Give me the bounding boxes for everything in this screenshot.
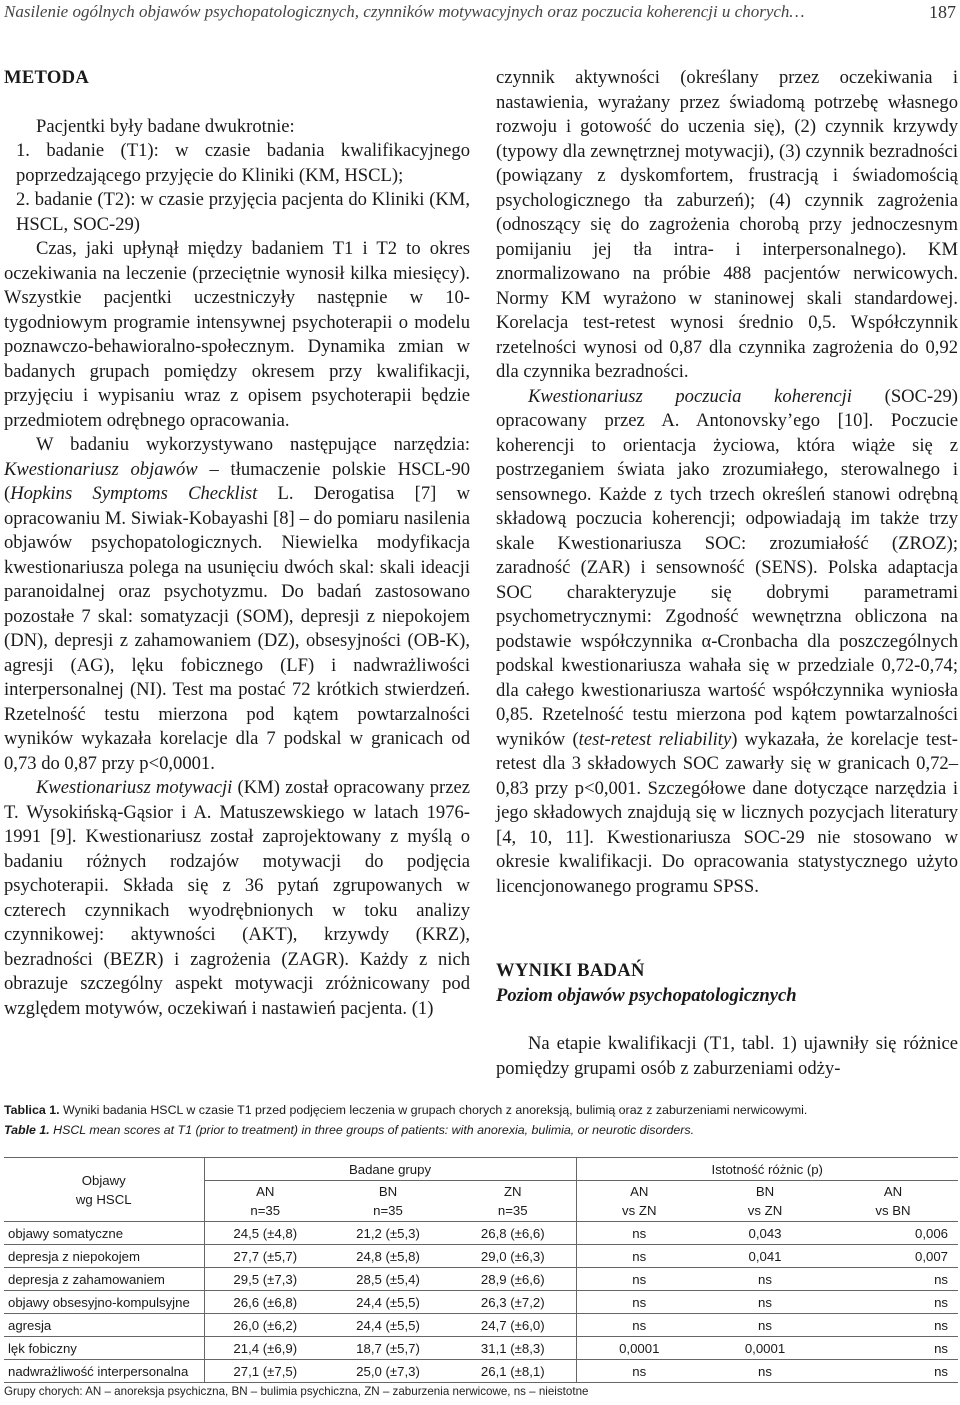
right-column [496, 66, 958, 1081]
column-group-header: Badane grupy [204, 1158, 576, 1181]
header-line: AN [883, 1184, 903, 1199]
header-line: ZN [503, 1184, 522, 1199]
table-cell: ns [828, 1291, 958, 1314]
row-label: objawy somatyczne [4, 1222, 204, 1245]
table-cell: 24,4 (±5,5) [326, 1291, 450, 1314]
table-cell: ns [576, 1245, 702, 1268]
row-label: nadwrażliwość interpersonalna [4, 1360, 204, 1383]
table-cell: ns [702, 1360, 828, 1383]
column-header [326, 1181, 450, 1222]
header-line: n=35 [373, 1203, 403, 1218]
row-label: depresja z zahamowaniem [4, 1268, 204, 1291]
list-item: 1. badanie (T1): w czasie badania kwalifikacyjnego poprzedzającego przyjęcie do Kliniki (KM, HSCL); [16, 140, 470, 186]
table-row [4, 1360, 958, 1383]
table-cell: ns [702, 1314, 828, 1337]
header-line: n=35 [250, 1203, 281, 1218]
table-cell: 24,4 (±5,5) [326, 1314, 450, 1337]
table-cell: 26,1 (±8,1) [450, 1360, 576, 1383]
italic-term: Kwestionariusz poczucia koherencji [528, 385, 852, 407]
table-cell: ns [576, 1291, 702, 1314]
header-line: AN [630, 1184, 649, 1199]
caption-english [4, 1120, 958, 1140]
table-cell: 27,1 (±7,5) [204, 1360, 326, 1383]
column-header [576, 1181, 702, 1222]
table-cell: 24,8 (±5,8) [326, 1245, 450, 1268]
header-line: Objawy [81, 1172, 126, 1188]
table-header-row [4, 1158, 958, 1181]
caption-label: Table 1. [4, 1123, 50, 1137]
table-cell: 21,4 (±6,9) [204, 1337, 326, 1360]
table-cell: 18,7 (±5,7) [326, 1337, 450, 1360]
hscl-table [4, 1157, 958, 1383]
text-span: – tłumaczenie polskie HSCL-90 ( [4, 458, 471, 504]
table-row [4, 1222, 958, 1245]
table-cell: ns [828, 1314, 958, 1337]
caption-label: Tablica 1. [4, 1103, 60, 1117]
table-row [4, 1314, 958, 1337]
text-span: (SOC-29) opracowany przez A. Antonovsky’ego [10]. Poczucie koherencji to orientacja życiowa, która wiąże się z postrzeganiem świata jako zrozumiałego, sterowalnego i sensownego. Każde z tych trzech określeń stanowi odrębną składową poczucia koherencji; odpowiadają im także trzy skale Kwestionariusza SOC: zrozumiałość (ZROZ); zaradność (ZAR) i sensowność (SENS). Polska adaptacja SOC charakteryzuje się dobrymi parametrami psychometrycznymi: Zgodność wewnętrzna obliczona na podstawie współczynnika α-Cronbacha dla poszczególnych podskal kwestionariusza wahała się w przedziale 0,72-0,74; dla całego kwestionariusza wartość współczynnika wyniosła 0,85. Rzetelność testu mierzona pod kątem powtarzalności wyników ( [496, 385, 958, 750]
text-span: ) wykazała, że korelacje test-retest dla 3 składowych SOC zawarły się w granicach 0,72–0,83 przy p<0,001. Szczegółowe dane dotyczące narzędzia i jego składowych znajdują się w licznych pozycjach literatury [4, 10, 11]. Kwestionariusza SOC-29 nie stosowano w okresie kwalifikacji. Do opracowania statystycznego użyto licencjonowanego programu SPSS. [496, 728, 958, 897]
table-cell: ns [828, 1337, 958, 1360]
italic-term: test-retest reliability [578, 728, 732, 750]
table-cell: 27,7 (±5,7) [204, 1245, 326, 1268]
section-heading-wyniki: WYNIKI BADAŃ [496, 960, 645, 981]
italic-term: Hopkins Symptoms Checklist [10, 483, 258, 504]
paragraph: Czas, jaki upłynął między badaniem T1 i T2 to okres oczekiwania na leczenie (przeciętnie wynosił kilka miesięcy). Wszystkie pacjentki uczestniczyły następnie w 10-tygodniowym programie intensywnej psychoterapii o modelu poznawczo-behawioralno-społecznym. Dynamika zmian w badanych grupach pomiędzy okresem przy kwalifikacji, przyjęciu i wypisaniu wraz z opisem psychoterapii będzie przedmiotem odrębnego opracowania. [4, 238, 470, 431]
row-label: agresja [4, 1314, 204, 1337]
running-head [4, 2, 956, 28]
list-item: 2. badanie (T2): w czasie przyjęcia pacjenta do Kliniki (KM, HSCL, SOC-29) [16, 189, 470, 235]
table-cell: 29,5 (±7,3) [204, 1268, 326, 1291]
table-row [4, 1291, 958, 1314]
text-span: W badaniu wykorzystywano następujące narzędzia: [36, 434, 470, 455]
table-cell: ns [576, 1268, 702, 1291]
table-cell: 29,0 (±6,3) [450, 1245, 576, 1268]
table-cell: 26,8 (±6,6) [450, 1222, 576, 1245]
paragraph [4, 433, 470, 776]
header-line: n=35 [497, 1203, 528, 1218]
left-column [4, 66, 470, 1021]
table-caption [4, 1100, 958, 1140]
column-header [204, 1181, 326, 1222]
page-number: 187 [929, 2, 956, 22]
paragraph: Pacjentki były badane dwukrotnie: [36, 115, 295, 137]
row-label: depresja z niepokojem [4, 1245, 204, 1268]
text-span: L. Derogatisa [7] w opracowaniu M. Siwiak-Kobayashi [8] – do pomiaru nasilenia objawów psychopatologicznych. Niewielka modyfikacja kwestionariusza polega na usunięciu dwóch skal: skali ideacji paranoidalnej oraz psychotyzmu. Do badań zastosowano pozostałe 7 skal: somatyzacji (SOM), depresji z niepokojem (DN), depresji z zahamowaniem (DZ), obsesyjności (OB-K), agresji (AG), lęku fobicznego (LF) i nadwrażliwości interpersonalnej (NI). Test ma postać 72 krótkich stwierdzeń. Rzetelność testu mierzona pod kątem powtarzalności wyników wykazała korelacje dla 7 podskal w granicach od 0,73 do 0,87 przy p<0,0001. [4, 483, 470, 774]
table-cell: 25,0 (±7,3) [326, 1360, 450, 1383]
table-cell: 0,0001 [702, 1337, 828, 1360]
table-cell: 0,041 [702, 1245, 828, 1268]
paragraph [4, 776, 470, 1021]
column-header-objawy [4, 1158, 204, 1222]
row-label: objawy obsesyjno-kompulsyjne [4, 1291, 204, 1314]
text-span: (KM) został opracowany przez T. Wysokińską-Gąsior i A. Matuszewskiego w latach 1976-1991 [9]. Kwestionariusz został zaprojektowany z myślą o badaniu różnych rodzajów motywacji do podjęcia psychoterapii. Składa się z 36 pytań zgrupowanych w czterech czynnikach wyodrębnionych w toku analizy czynnikowej: aktywności (AKT), krzywdy (KRZ), bezradności (BEZR) i zagrożenia (ZAGR). Każdy z nich obrazuje szczególny aspekt motywacji zróżnicowany pod względem motywów, oczekiwań i nastawień pacjenta. (1) [4, 777, 470, 1019]
column-header [702, 1181, 828, 1222]
table-cell: 24,7 (±6,0) [450, 1314, 576, 1337]
table-cell: ns [828, 1360, 958, 1383]
paragraph: Na etapie kwalifikacji (T1, tabl. 1) ujawniły się różnice pomiędzy grupami osób z zaburzeniami odży- [496, 1033, 958, 1079]
table-cell: ns [702, 1291, 828, 1314]
table-cell: 0,006 [828, 1222, 958, 1245]
column-group-header: Istotność różnic (p) [576, 1158, 958, 1181]
table-cell: 21,2 (±5,3) [326, 1222, 450, 1245]
table-cell: ns [702, 1268, 828, 1291]
table-cell: 0,043 [702, 1222, 828, 1245]
header-line: vs BN [875, 1203, 911, 1218]
table-cell: ns [576, 1360, 702, 1383]
header-line: vs ZN [747, 1203, 783, 1218]
caption-text: HSCL mean scores at T1 (prior to treatment) in three groups of patients: with anorexia, bulimia, or neurotic disorders. [49, 1123, 695, 1137]
table-cell: 28,9 (±6,6) [450, 1268, 576, 1291]
subsection-heading: Poziom objawów psychopatologicznych [496, 984, 797, 1006]
header-line: wg HSCL [75, 1191, 132, 1207]
column-header [828, 1181, 958, 1222]
table-cell: ns [576, 1314, 702, 1337]
table-row [4, 1337, 958, 1360]
header-line: BN [755, 1184, 775, 1199]
paragraph: czynnik aktywności (określany przez oczekiwania i nastawienia, wyrażany przez świadomą potrzebę własnego rozwoju i gotowość do uczenia się), (2) czynnik krzywdy (typowy dla zewnętrznej motywacji), (3) czynnik bezradności (powiązany z dyskomfortem, frustracją i świadomością psychologicznego tła zaburzeń); (4) czynnik zagrożenia (odnoszący się do zagrożenia chorobą przy jednoczesnym pomijaniu jej tła intra- i interpersonalnego). KM znormalizowano na próbie 488 pacjentów nerwicowych. Normy KM wyrażono w staninowej skali standardowej. Korelacja test-retest wynosi średnio 0,5. Współczynnik rzetelności wynosi od 0,87 dla czynnika zagrożenia do 0,92 dla czynnika bezradności. [496, 67, 958, 382]
row-label: lęk fobiczny [4, 1337, 204, 1360]
column-header [450, 1181, 576, 1222]
section-heading-metoda: METODA [4, 67, 90, 88]
caption-polish [4, 1100, 958, 1120]
caption-text: Wyniki badania HSCL w czasie T1 przed podjęciem leczenia w grupach chorych z anoreksją, bulimią oraz z zaburzeniami nerwicowymi. [59, 1103, 808, 1117]
table-cell: 26,3 (±7,2) [450, 1291, 576, 1314]
running-title: Nasilenie ogólnych objawów psychopatologicznych, czynników motywacyjnych oraz poczucia koherencji u chorych… [4, 2, 805, 21]
table-cell: ns [828, 1268, 958, 1291]
paragraph [496, 385, 958, 900]
table-cell: 0,007 [828, 1245, 958, 1268]
table-cell: 26,6 (±6,8) [204, 1291, 326, 1314]
table-cell: 26,0 (±6,2) [204, 1314, 326, 1337]
header-line: AN [256, 1184, 275, 1199]
table-row [4, 1245, 958, 1268]
table-cell: ns [576, 1222, 702, 1245]
italic-term: Kwestionariusz objawów [4, 458, 198, 480]
table-cell: 28,5 (±5,4) [326, 1268, 450, 1291]
table-cell: 31,1 (±8,3) [450, 1337, 576, 1360]
table-cell: 24,5 (±4,8) [204, 1222, 326, 1245]
header-line: vs ZN [622, 1203, 657, 1218]
header-line: BN [378, 1184, 398, 1199]
table-footnote: Grupy chorych: AN – anoreksja psychiczna, BN – bulimia psychiczna, ZN – zaburzenia nerwicowe, ns – nieistotne [4, 1385, 589, 1398]
italic-term: Kwestionariusz motywacji [36, 777, 233, 798]
table-row [4, 1268, 958, 1291]
table-cell: 0,0001 [576, 1337, 702, 1360]
